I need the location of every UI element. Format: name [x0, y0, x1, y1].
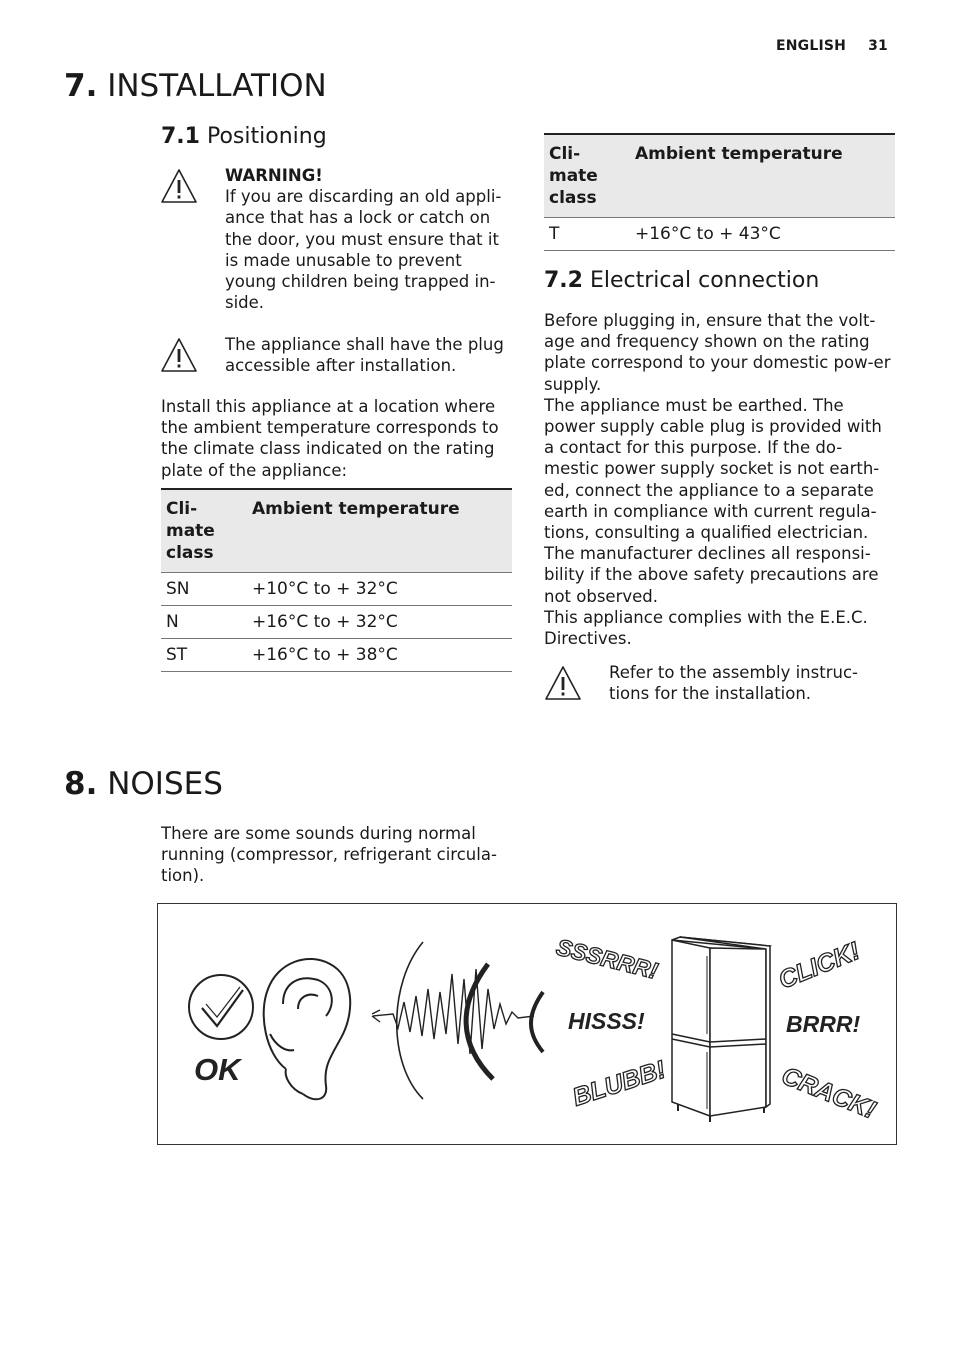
page-header: [754, 38, 888, 54]
warning-text: If you are discarding an old appli-ance that has a lock or catch on the door, you must ensure that it is made unusable to prevent young children being trapped in-side.: [225, 187, 502, 313]
table-row: [161, 606, 512, 639]
sound-word-brrr: BRRR!: [786, 1011, 861, 1037]
warning-triangle-icon: [160, 168, 198, 204]
sound-word-crack: CRACK!: [777, 1061, 880, 1125]
paragraph: The manufacturer declines all responsi-bility if the above safety precautions are not observed.: [544, 544, 879, 606]
section-7-title: [64, 68, 327, 104]
sound-wave-icon: [372, 942, 543, 1099]
table-row: [161, 573, 512, 606]
section-7-title-text: INSTALLATION: [107, 68, 327, 104]
section-8-number: 8.: [64, 766, 98, 802]
section-7-2-title: [544, 268, 819, 293]
sound-word-click: CLICK!: [774, 936, 864, 995]
ear-icon: [264, 959, 351, 1099]
table-header-climate-class: Cli-mate class: [544, 134, 630, 218]
table-row: [544, 218, 895, 251]
table-cell-class: SN: [161, 573, 247, 606]
caution-triangle-icon: [160, 337, 198, 373]
ok-check-icon: [189, 975, 253, 1039]
section-7-1-title: [161, 124, 327, 149]
section-7-2-title-text: Electrical connection: [589, 268, 820, 293]
warning-label: WARNING!: [225, 166, 323, 185]
table-cell-temp: +16°C to + 38°C: [247, 639, 512, 672]
sound-word-hisss: HISSS!: [568, 1008, 645, 1034]
caution-plug-text: The appliance shall have the plug accessible after installation.: [225, 335, 504, 376]
sound-word-sssrrr: SSSRRR!: [553, 933, 661, 984]
caution-triangle-icon: [544, 665, 582, 701]
ok-label: OK: [194, 1052, 241, 1087]
section-7-1-title-text: Positioning: [206, 124, 327, 149]
fridge-icon: [672, 937, 770, 1122]
table-cell-class: T: [544, 218, 630, 251]
section-8-title-text: NOISES: [107, 766, 223, 802]
header-page-number: 31: [868, 38, 888, 54]
paragraph: The appliance must be earthed. The power supply cable plug is provided with a contact for this purpose. If the do-mestic power supply socket is not earth-ed, connect the appliance to a separate earth in compliance with current regula-tions, consulting a qualified electrician.: [544, 395, 882, 543]
section-7-number: 7.: [64, 68, 98, 104]
noises-intro-text: There are some sounds during normal running (compressor, refrigerant circula-tion).: [161, 824, 497, 886]
table-row: [161, 639, 512, 672]
caution-assembly-text: Refer to the assembly instruc-tions for the installation.: [609, 663, 858, 704]
table-cell-class: N: [161, 606, 247, 639]
install-location-text: Install this appliance at a location where the ambient temperature corresponds to the climate class indicated on the rating plate of the appliance:: [161, 397, 499, 480]
section-7-1-number: 7.1: [161, 124, 200, 149]
paragraph: Before plugging in, ensure that the volt-age and frequency shown on the rating plate correspond to your domestic pow-er supply.: [544, 311, 891, 394]
section-7-2-number: 7.2: [544, 268, 583, 293]
table-cell-class: ST: [161, 639, 247, 672]
climate-class-table-continued: [544, 133, 895, 251]
table-header-ambient-temp: Ambient temperature: [630, 134, 895, 218]
table-cell-temp: +16°C to + 43°C: [630, 218, 895, 251]
table-header-ambient-temp: Ambient temperature: [247, 489, 512, 573]
table-cell-temp: +10°C to + 32°C: [247, 573, 512, 606]
noises-illustration-graphic: [158, 904, 898, 1146]
table-cell-temp: +16°C to + 32°C: [247, 606, 512, 639]
warning-block: [225, 165, 515, 313]
sound-word-blubb: BLUBB!: [569, 1055, 669, 1112]
noises-illustration: [157, 903, 897, 1145]
section-8-title: [64, 766, 223, 802]
table-header-row: [544, 134, 895, 218]
paragraph: This appliance complies with the E.E.C. Directives.: [544, 607, 868, 649]
table-header-climate-class: Cli-mate class: [161, 489, 247, 573]
electrical-connection-text: [544, 310, 894, 649]
header-language: ENGLISH: [776, 38, 847, 54]
table-header-row: [161, 489, 512, 573]
climate-class-table: [161, 488, 512, 672]
